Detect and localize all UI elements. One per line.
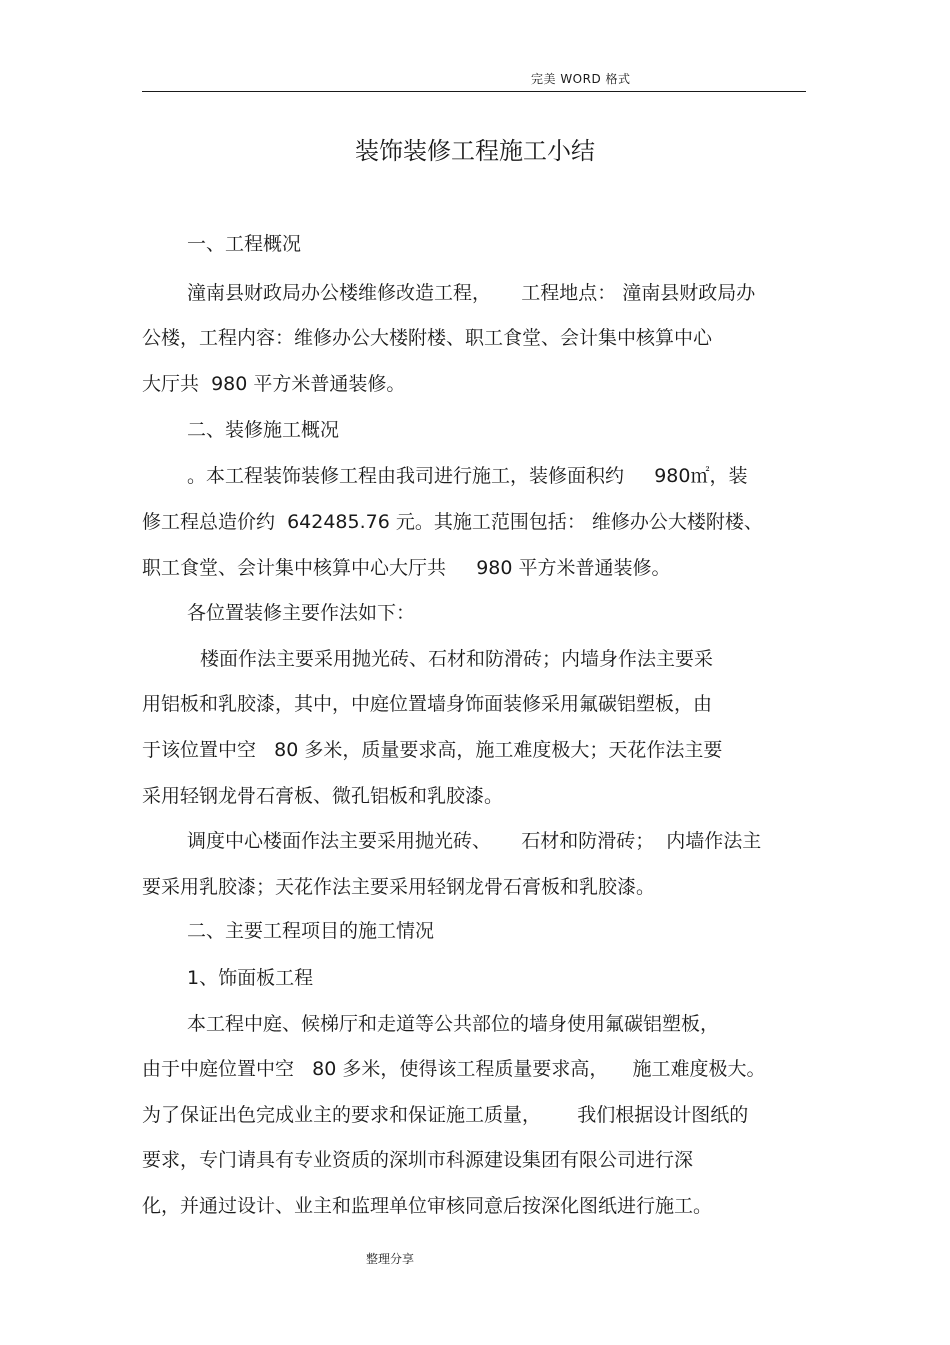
page-header-text: 完美 WORD 格式 bbox=[531, 72, 631, 86]
paragraph-line: 各位置装修主要作法如下： bbox=[187, 602, 416, 624]
subsection-heading-panel-works: 1、饰面板工程 bbox=[187, 967, 314, 989]
paragraph-line: 修工程总造价约 642485.76 元。其施工范围包括： 维修办公大楼附楼、 bbox=[142, 511, 763, 533]
page-footer-text: 整理分享 bbox=[366, 1252, 415, 1266]
document-title: 装饰装修工程施工小结 bbox=[355, 137, 595, 165]
header-divider bbox=[142, 91, 806, 92]
paragraph-line: 要求，专门请具有专业资质的深圳市科源建设集团有限公司进行深 bbox=[142, 1149, 694, 1171]
section-heading-decoration: 二、装修施工概况 bbox=[187, 419, 340, 441]
paragraph-line: 由于中庭位置中空 80 多米，使得该工程质量要求高， 施工难度极大。 bbox=[142, 1058, 766, 1080]
paragraph-line: 用铝板和乳胶漆，其中，中庭位置墙身饰面装修采用氟碳铝塑板，由 bbox=[142, 693, 713, 715]
paragraph-line: 调度中心楼面作法主要采用抛光砖、 石材和防滑砖； 内墙作法主 bbox=[187, 830, 762, 852]
paragraph-line: 为了保证出色完成业主的要求和保证施工质量， 我们根据设计图纸的 bbox=[142, 1104, 749, 1126]
section-heading-main-items: 二、主要工程项目的施工情况 bbox=[187, 920, 435, 942]
paragraph-line: 公楼，工程内容：维修办公大楼附楼、职工食堂、会计集中核算中心 bbox=[142, 327, 713, 349]
section-heading-overview: 一、工程概况 bbox=[187, 233, 302, 255]
paragraph-line: 要采用乳胶漆；天花作法主要采用轻钢龙骨石膏板和乳胶漆。 bbox=[142, 876, 656, 898]
paragraph-line: 采用轻钢龙骨石膏板、微孔铝板和乳胶漆。 bbox=[142, 785, 504, 807]
paragraph-line: 潼南县财政局办公楼维修改造工程， 工程地点： 潼南县财政局办 bbox=[187, 282, 756, 304]
paragraph-line: 职工食堂、会计集中核算中心大厅共 980 平方米普通装修。 bbox=[142, 557, 671, 579]
paragraph-line: 本工程中庭、候梯厅和走道等公共部位的墙身使用氟碳铝塑板， bbox=[187, 1013, 720, 1035]
paragraph-line: 大厅共 980 平方米普通装修。 bbox=[142, 373, 406, 395]
paragraph-line: 楼面作法主要采用抛光砖、石材和防滑砖；内墙身作法主要采 bbox=[200, 648, 714, 670]
paragraph-line: 化，并通过设计、业主和监理单位审核同意后按深化图纸进行施工。 bbox=[142, 1195, 713, 1217]
paragraph-line: 。本工程装饰装修工程由我司进行施工，装修面积约 980㎡，装 bbox=[187, 465, 748, 487]
paragraph-line: 于该位置中空 80 多米，质量要求高，施工难度极大；天花作法主要 bbox=[142, 739, 723, 761]
